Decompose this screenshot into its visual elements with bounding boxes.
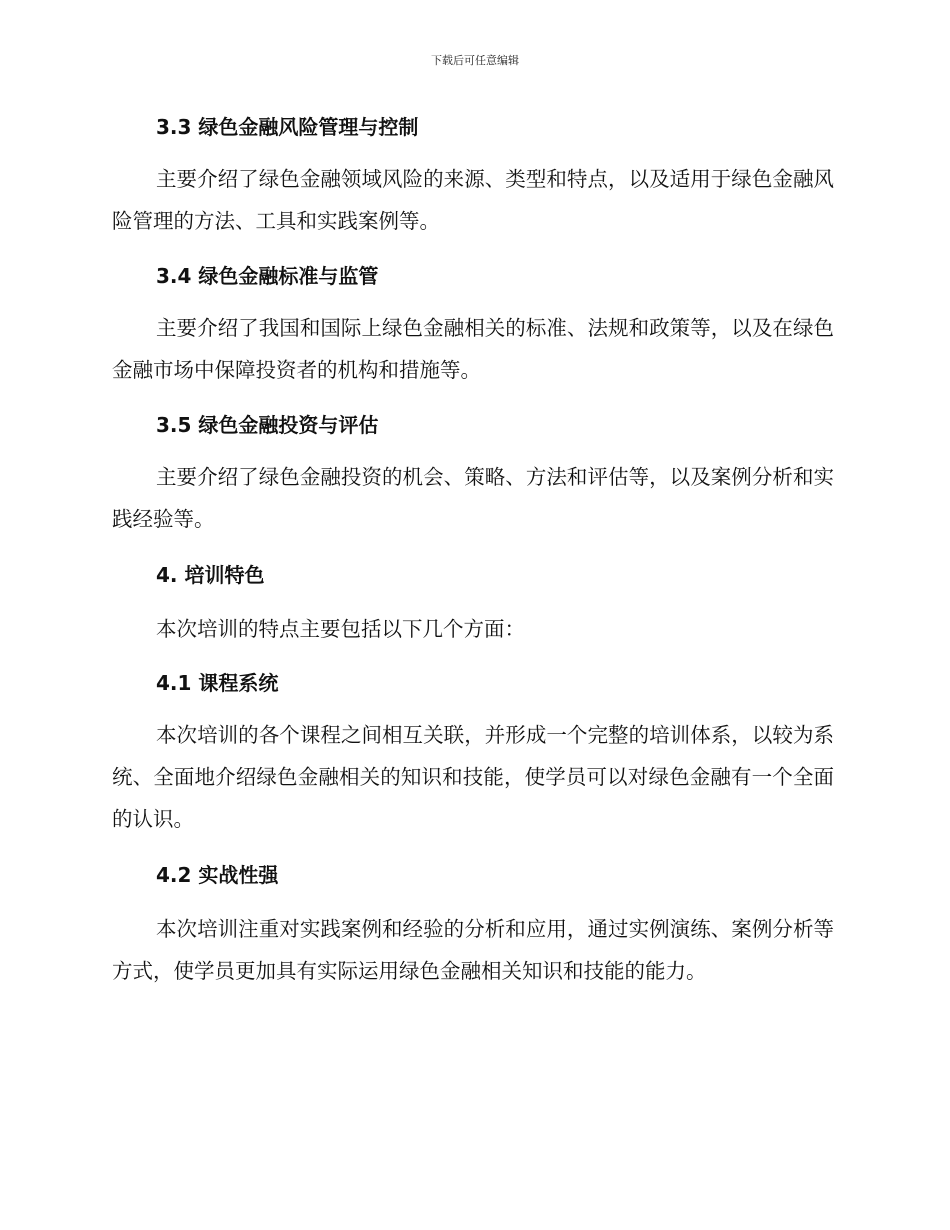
- section-3-3-paragraph: 主要介绍了绿色金融领域风险的来源、类型和特点，以及适用于绿色金融风险管理的方法、工具和实践案例等。: [112, 167, 834, 233]
- section-4-paragraph: 本次培训的特点主要包括以下几个方面：: [156, 617, 525, 641]
- section-4-2-paragraph: 本次培训注重对实践案例和经验的分析和应用，通过实例演练、案例分析等方式，使学员更加具有实际运用绿色金融相关知识和技能的能力。: [112, 917, 834, 983]
- section-3-5-heading: 3.5 绿色金融投资与评估: [156, 413, 379, 437]
- section-3-4-paragraph: 主要介绍了我国和国际上绿色金融相关的标准、法规和政策等，以及在绿色金融市场中保障投资者的机构和措施等。: [112, 316, 834, 382]
- page-header-note: 下载后可任意编辑: [431, 54, 519, 67]
- section-4-1-paragraph: 本次培训的各个课程之间相互关联，并形成一个完整的培训体系，以较为系统、全面地介绍绿色金融相关的知识和技能，使学员可以对绿色金融有一个全面的认识。: [112, 723, 834, 831]
- section-3-5-paragraph: 主要介绍了绿色金融投资的机会、策略、方法和评估等，以及案例分析和实践经验等。: [112, 465, 834, 531]
- section-3-3-heading: 3.3 绿色金融风险管理与控制: [156, 115, 419, 139]
- section-4-2-heading: 4.2 实战性强: [156, 863, 279, 887]
- section-3-4-heading: 3.4 绿色金融标准与监管: [156, 264, 379, 288]
- document-body: [112, 106, 834, 992]
- section-4-1-heading: 4.1 课程系统: [156, 671, 279, 695]
- section-4-heading: 4. 培训特色: [156, 563, 265, 587]
